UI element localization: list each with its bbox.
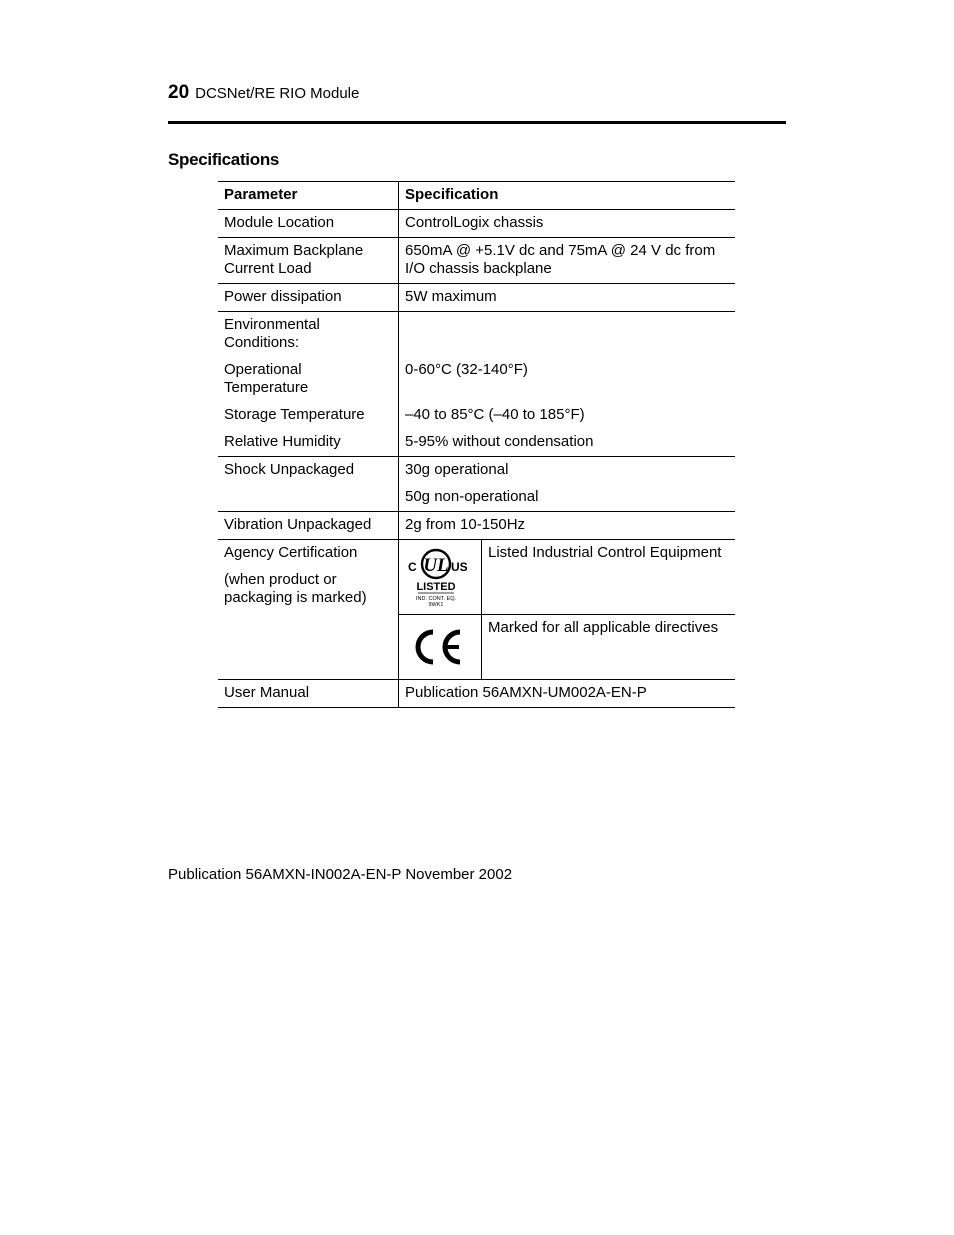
value-user-manual: Publication 56AMXN-UM002A-EN-P <box>399 680 736 708</box>
agency-note-line: packaging is marked) <box>224 589 367 606</box>
ce-description: Marked for all applicable directives <box>482 615 736 680</box>
value-shock <box>399 457 736 512</box>
ul-description: Listed Industrial Control Equipment <box>482 540 736 615</box>
env-storage: Storage Temperature <box>224 406 365 423</box>
document-title: DCSNet/RE RIO Module <box>195 85 360 102</box>
ce-mark-icon <box>403 619 469 675</box>
page-number: 20 <box>168 82 190 103</box>
env-humidity: Relative Humidity <box>224 433 341 450</box>
value-power: 5W maximum <box>399 284 736 312</box>
param-vibration: Vibration Unpackaged <box>218 512 399 540</box>
ul-listed-icon <box>403 544 469 610</box>
env-label-line: Conditions: <box>224 334 300 351</box>
table-row <box>218 312 735 457</box>
shock-value-1: 30g operational <box>405 461 509 478</box>
specifications-table <box>218 181 735 708</box>
svg-text:UL: UL <box>423 555 449 576</box>
value-backplane-line: 650mA @ +5.1V dc and 75mA @ 24 V dc from <box>405 242 716 259</box>
table-row <box>218 210 735 238</box>
param-backplane-line: Maximum Backplane <box>224 242 364 259</box>
agency-label: Agency Certification <box>224 544 358 561</box>
table-row <box>218 284 735 312</box>
value-backplane <box>399 238 736 284</box>
param-power: Power dissipation <box>218 284 399 312</box>
param-module-location: Module Location <box>218 210 399 238</box>
table-header-row <box>218 182 735 210</box>
env-operational-value: 0-60°C (32-140°F) <box>405 361 528 378</box>
env-label-line: Environmental <box>224 316 320 333</box>
ce-logo-cell <box>399 615 482 680</box>
env-operational-line: Operational <box>224 361 302 378</box>
shock-value-2: 50g non-operational <box>405 488 539 505</box>
env-humidity-value: 5-95% without condensation <box>405 433 594 450</box>
value-environmental <box>399 312 736 457</box>
table-row <box>218 457 735 512</box>
table-row <box>218 238 735 284</box>
param-user-manual: User Manual <box>218 680 399 708</box>
page-footer: Publication 56AMXN-IN002A-EN-P November 2002 <box>168 866 513 883</box>
table-row <box>218 680 735 708</box>
param-shock: Shock Unpackaged <box>218 457 399 512</box>
env-operational-line: Temperature <box>224 379 309 396</box>
ul-c-mark: C <box>408 560 417 574</box>
ul-logo-cell <box>399 540 482 615</box>
agency-note-line: (when product or <box>224 571 337 588</box>
env-storage-value: –40 to 85°C (–40 to 185°F) <box>405 406 585 423</box>
param-backplane-line: Current Load <box>224 260 312 277</box>
table-row <box>218 540 735 615</box>
ul-category: IND. CONT. EQ. <box>415 596 457 602</box>
table-row <box>218 512 735 540</box>
header-specification: Specification <box>399 182 736 210</box>
param-backplane <box>218 238 399 284</box>
value-backplane-line: I/O chassis backplane <box>405 260 552 277</box>
param-agency <box>218 540 399 680</box>
param-environmental <box>218 312 399 457</box>
header-parameter: Parameter <box>218 182 399 210</box>
value-module-location: ControlLogix chassis <box>399 210 736 238</box>
value-vibration: 2g from 10-150Hz <box>399 512 736 540</box>
ul-us-mark: US <box>451 560 468 574</box>
page-header <box>168 82 359 104</box>
section-title: Specifications <box>168 150 280 169</box>
ul-file-number: 9WK1 <box>428 602 444 608</box>
ul-listed-word: LISTED <box>416 581 456 593</box>
header-rule <box>168 121 786 124</box>
